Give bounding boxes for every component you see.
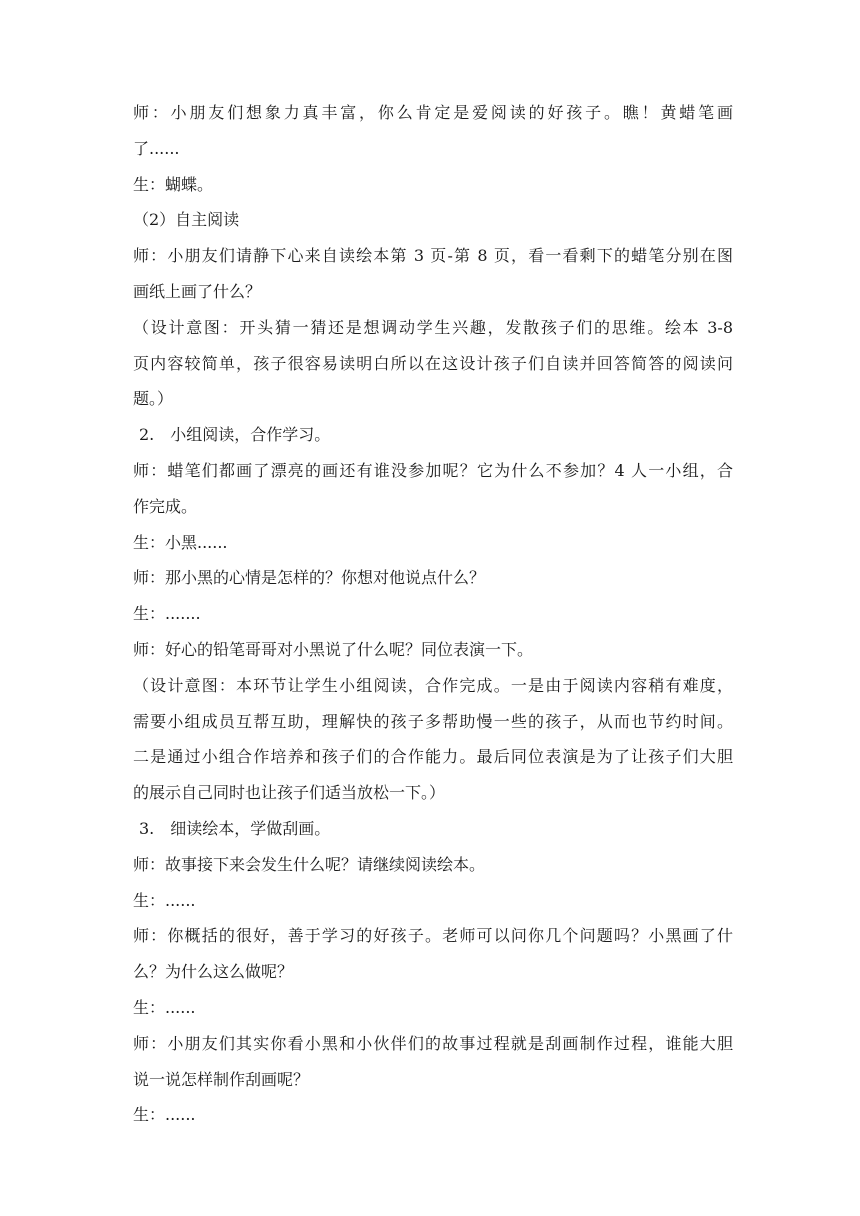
paragraph-line: 了...... [133, 138, 180, 158]
paragraph-line: 生：....... [133, 604, 201, 624]
design-note-line: 二是通过小组合作培养和孩子们的合作能力。最后同位表演是为了让孩子们大胆 [133, 747, 733, 767]
design-note-line: （设计意图：本环节让学生小组阅读，合作完成。一是由于阅读内容稍有难度， [133, 675, 733, 695]
paragraph-line: 生：...... [133, 1105, 196, 1125]
paragraph-line: 师：小朋友们其实你看小黑和小伙伴们的故事过程就是刮画制作过程，谁能大胆 [133, 1033, 733, 1053]
section-heading: （2）自主阅读 [133, 210, 240, 230]
paragraph-line: 么？为什么这么做呢？ [133, 962, 294, 982]
paragraph-line: 师：小朋友们请静下心来自读绘本第 3 页-第 8 页，看一看剩下的蜡笔分别在图 [133, 246, 733, 266]
paragraph-line: 师：那小黑的心情是怎样的？你想对他说点什么？ [133, 568, 486, 588]
paragraph-line: 师：故事接下来会发生什么呢？请继续阅读绘本。 [133, 854, 486, 874]
section-heading: 2. 小组阅读，合作学习。 [139, 425, 331, 445]
design-note-line: 的展示自己同时也让孩子们适当放松一下。） [133, 783, 446, 803]
paragraph-line: 生：...... [133, 997, 196, 1017]
paragraph-line: 生：小黑...... [133, 532, 228, 552]
paragraph-line: 生：蝴蝶。 [133, 174, 214, 194]
paragraph-line: 作完成。 [133, 496, 198, 516]
design-note-line: 题。） [133, 389, 174, 409]
paragraph-line: 师：小朋友们想象力真丰富，你么肯定是爱阅读的好孩子。瞧！黄蜡笔画 [133, 103, 733, 122]
paragraph-line: 师：你概括的很好，善于学习的好孩子。老师可以问你几个问题吗？小黑画了什 [133, 926, 733, 946]
paragraph-line: 师：蜡笔们都画了漂亮的画还有谁没参加呢？它为什么不参加？4 人一小组，合 [133, 460, 733, 480]
design-note-line: （设计意图：开头猜一猜还是想调动学生兴趣，发散孩子们的思维。绘本 3-8 [133, 317, 733, 337]
paragraph-line: 说一说怎样制作刮画呢？ [133, 1069, 310, 1089]
document-body [133, 95, 733, 1133]
paragraph-line: 画纸上画了什么？ [133, 281, 262, 301]
design-note-line: 需要小组成员互帮互助，理解快的孩子多帮助慢一些的孩子，从而也节约时间。 [133, 711, 733, 731]
paragraph-line: 生：...... [133, 890, 196, 910]
paragraph-line: 师：好心的铅笔哥哥对小黑说了什么呢？同位表演一下。 [133, 639, 534, 659]
section-heading: 3. 细读绘本，学做刮画。 [139, 818, 331, 838]
design-note-line: 页内容较简单，孩子很容易读明白所以在这设计孩子们自读并回答简答的阅读问 [133, 353, 733, 373]
